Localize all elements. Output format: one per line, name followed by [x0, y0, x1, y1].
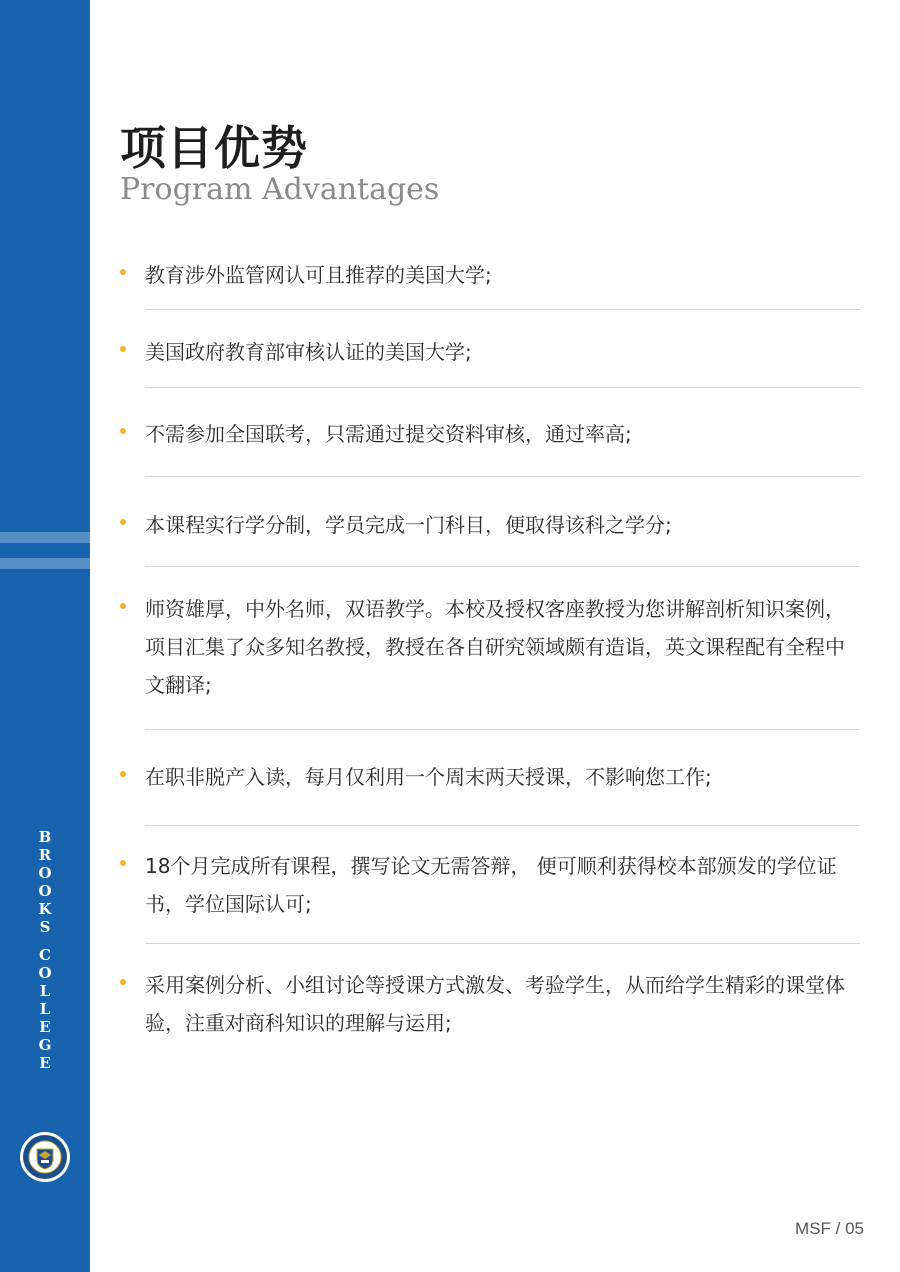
list-item-text: 师资雄厚，中外名师，双语教学。本校及授权客座教授为您讲解剖析知识案例，项目汇集了众多知名教授，教授在各自研究领域颇有造诣，英文课程配有全程中文翻译; — [145, 597, 845, 697]
bullet-dot — [120, 428, 126, 434]
brand-letter: B — [38, 828, 52, 846]
list-item-text: 18个月完成所有课程，撰写论文无需答辩， 便可顺利获得校本部颁发的学位证书，学位国际认可; — [145, 854, 837, 916]
brand-letter: E — [39, 1018, 51, 1036]
brand-letter: C — [39, 946, 51, 964]
bullet-dot — [120, 519, 126, 525]
divider — [145, 825, 860, 826]
bullet-dot — [120, 979, 126, 985]
bullet-dot — [120, 346, 126, 352]
bullet-dot — [120, 771, 126, 777]
divider — [145, 566, 860, 567]
brand-letter: S — [39, 918, 51, 936]
brand-vertical-text — [0, 828, 90, 1072]
page-title: 项目优势 — [120, 121, 308, 175]
left-sidebar — [0, 0, 90, 1272]
brand-letter: E — [39, 1054, 51, 1072]
brand-letter: L — [39, 982, 51, 1000]
divider — [145, 476, 860, 477]
list-item-text: 教育涉外监管网认可且推荐的美国大学; — [145, 263, 492, 287]
brand-letter: O — [38, 864, 52, 882]
list-item-text: 在职非脱产入读，每月仅利用一个周末两天授课，不影响您工作; — [145, 765, 712, 789]
brand-letter: G — [38, 1036, 52, 1054]
divider — [145, 309, 860, 310]
brand-letter: L — [39, 1000, 51, 1018]
list-item-text: 采用案例分析、小组讨论等授课方式激发、考验学生，从而给学生精彩的课堂体验，注重对商科知识的理解与运用; — [145, 973, 845, 1035]
brand-letter: K — [38, 900, 52, 918]
sidebar-stripe — [0, 558, 90, 569]
college-seal-icon — [19, 1131, 71, 1183]
bullet-dot — [120, 603, 126, 609]
divider — [145, 943, 860, 944]
bullet-dot — [120, 860, 126, 866]
list-item-text: 美国政府教育部审核认证的美国大学; — [145, 340, 472, 364]
page-number: MSF / 05 — [795, 1219, 864, 1238]
list-item-text: 不需参加全国联考，只需通过提交资料审核，通过率高; — [145, 422, 632, 446]
divider — [145, 387, 860, 388]
divider — [145, 729, 860, 730]
brand-letter: O — [38, 882, 52, 900]
brand-letter: R — [38, 846, 52, 864]
bullet-dot — [120, 269, 126, 275]
list-item-text: 本课程实行学分制，学员完成一门科目，便取得该科之学分; — [145, 513, 672, 537]
brand-letter: O — [38, 964, 52, 982]
sidebar-stripe — [0, 532, 90, 543]
page-subtitle: Program Advantages — [120, 172, 440, 207]
